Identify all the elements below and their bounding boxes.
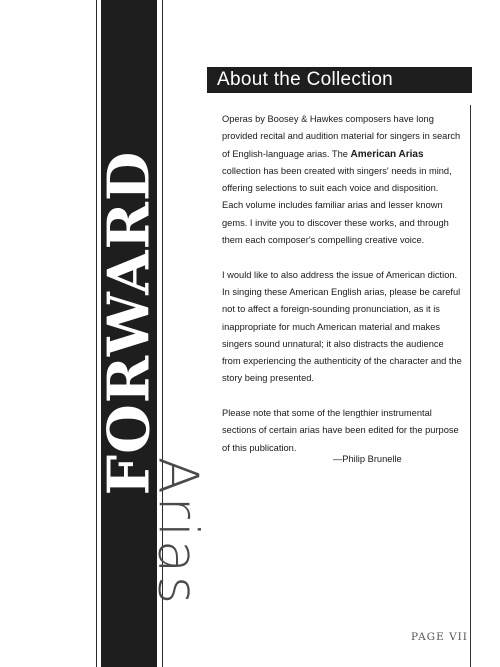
page-title: About the Collection [217,69,394,90]
arias-subtitle: Arias [146,456,210,608]
intro-text-end: collection has been created with singers' needs in mind, offering selections to suit each voice and disposition. Each volume includes familiar arias and lesser known gems. I invite you to discover these works, and through them each composer's compelling creative voice. [222,165,452,246]
paragraph-diction: I would like to also address the issue of American diction. In singing these American English arias, please be careful not to affect a foreign-sounding pronunciation, as it is inappropriate for much American material and makes singers sound unnatural; it also distracts the audience from experiencing the authenticity of the character and the story being presented. [222,269,462,384]
page-number: PAGE VII [411,631,468,643]
paragraph-intro [222,111,462,249]
collection-name-emphasis: American Arias [350,148,424,160]
signature: —Philip Brunelle [333,454,402,464]
forward-title: FORWARD [95,150,163,496]
paragraph-edits: Please note that some of the lengthier instrumental sections of certain arias have been edited for the purpose of this publication. [222,408,459,453]
body-text [222,111,462,474]
right-vertical-rule [470,105,471,667]
intro-text-start: Operas by Boosey & Hawkes composers have long provided recital and audition material for singers in search of English-language arias. The [222,114,461,159]
header-bar [207,67,472,93]
